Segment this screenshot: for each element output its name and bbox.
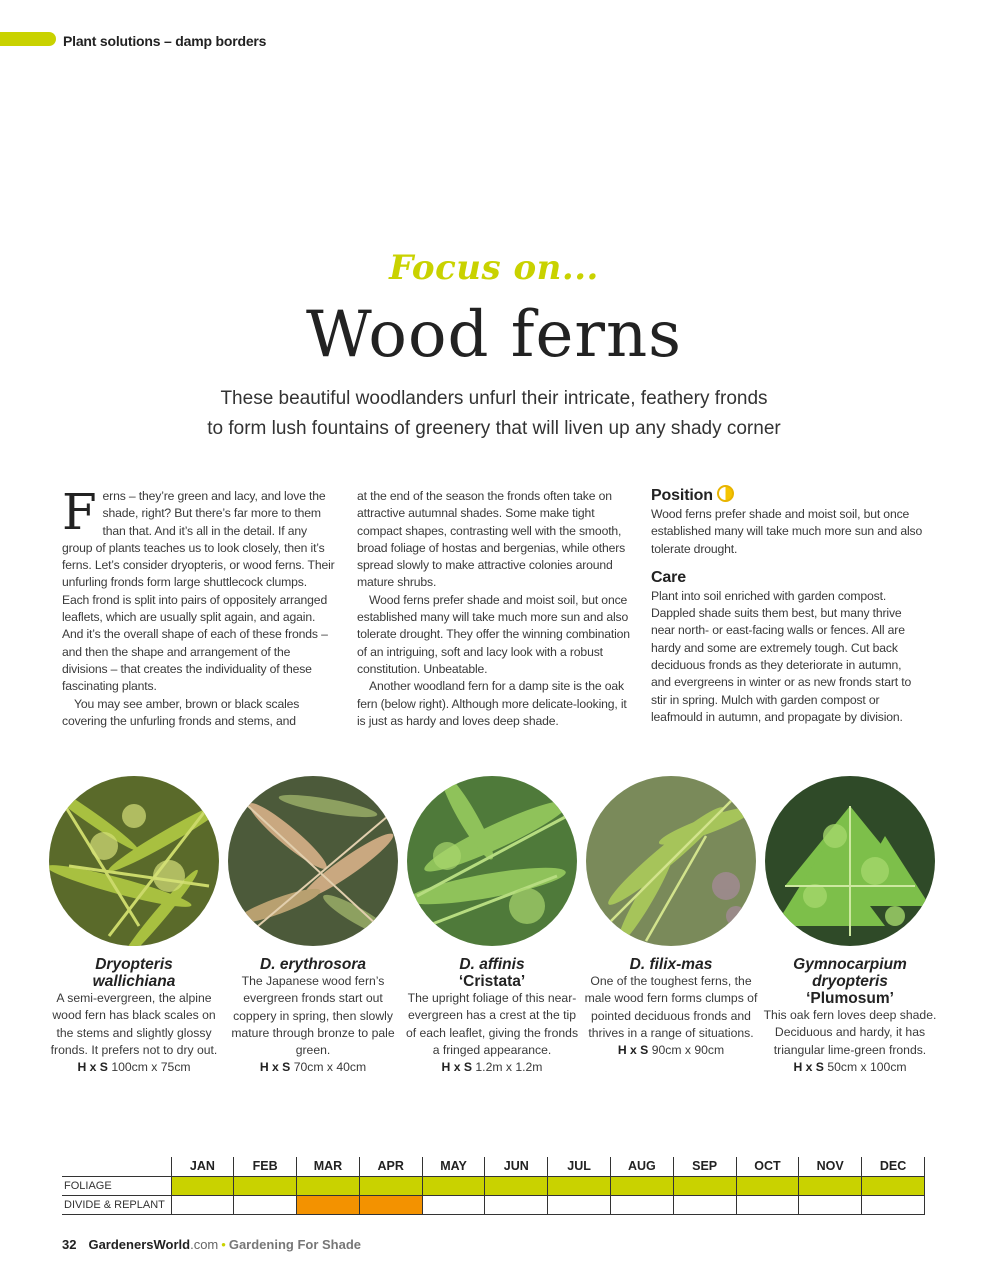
standfirst-line-2: to form lush fountains of greenery that will liven up any shady corner xyxy=(207,418,781,439)
plant-name-line: D. affinis xyxy=(459,956,525,973)
calendar-row-divide xyxy=(62,1195,925,1214)
plant-name xyxy=(760,956,940,1007)
calendar-cell xyxy=(610,1195,673,1214)
info-column xyxy=(651,488,923,726)
calendar-row-foliage xyxy=(62,1176,925,1195)
calendar-corner xyxy=(62,1157,171,1176)
calendar-cell xyxy=(736,1195,799,1214)
calendar-cell xyxy=(171,1195,234,1214)
size-label: H x S xyxy=(259,1060,291,1075)
calendar-cell xyxy=(234,1176,297,1195)
plant-size xyxy=(44,1059,224,1076)
calendar-header-row xyxy=(62,1157,925,1176)
calendar-cell xyxy=(799,1176,862,1195)
calendar-row-label: FOLIAGE xyxy=(62,1176,171,1195)
paragraph: Another woodland fern for a damp site is the oak fern (below right). Although more delicate-looking, it is just as hardy and loves deep shade. xyxy=(357,679,627,728)
plant-photo-4 xyxy=(586,776,756,946)
month-header: NOV xyxy=(799,1157,862,1176)
plant-name-line: wallichiana xyxy=(92,973,176,990)
page-number: 32 xyxy=(62,1237,77,1252)
plant-caption-2 xyxy=(223,956,403,1077)
calendar-cell xyxy=(422,1195,485,1214)
plant-photo-5 xyxy=(765,776,935,946)
calendar-cell xyxy=(862,1176,925,1195)
calendar-cell xyxy=(548,1176,611,1195)
size-label: H x S xyxy=(617,1043,649,1058)
part-shade-icon xyxy=(717,485,734,502)
calendar-cell xyxy=(234,1195,297,1214)
calendar-cell xyxy=(673,1176,736,1195)
plant-cultivar: ‘Cristata’ xyxy=(458,973,526,990)
plant-photo-1 xyxy=(49,776,219,946)
kicker: Focus on... xyxy=(389,248,599,288)
plant-caption-5 xyxy=(760,956,940,1076)
calendar-cell xyxy=(736,1176,799,1195)
position-heading-text: Position xyxy=(651,487,713,504)
paragraph-text: erns – they’re green and lacy, and love the shade, right? But there’s far more to them than that. And it’s all in the detail. If any group of plants teaches us to look closely, then it’s ferns. Let’s consider dryopteris, or wood ferns. Their unfurling fronds form large shuttlecock clumps. Each frond is split into pairs of oppositely arranged leaflets, which are usually split again, and again. And it’s the overall shape of each of these fronds – and then the shape and arrangement of the divisions – that creates the individuality of these fascinating plants. xyxy=(62,489,335,694)
plant-description: The upright foliage of this near-evergreen has a crest at the tip of each leaflet, giving the fronds a fringed appearance. xyxy=(405,991,579,1057)
plant-caption-3 xyxy=(402,956,582,1076)
size-value: 100cm x 75cm xyxy=(111,1060,191,1075)
plant-caption-4 xyxy=(581,956,761,1059)
size-value: 70cm x 40cm xyxy=(293,1060,367,1075)
month-header: APR xyxy=(359,1157,422,1176)
plant-photo-2 xyxy=(228,776,398,946)
plant-photo-3 xyxy=(407,776,577,946)
section-tab xyxy=(0,32,56,46)
calendar-cell xyxy=(359,1195,422,1214)
plant-name: D. filix-mas xyxy=(629,956,713,973)
calendar-cell xyxy=(548,1195,611,1214)
month-header: SEP xyxy=(673,1157,736,1176)
footer xyxy=(62,1237,361,1252)
plant-name-line: dryopteris xyxy=(812,973,888,990)
page-title: Wood ferns xyxy=(305,298,683,372)
size-value: 1.2m x 1.2m xyxy=(475,1060,543,1075)
standfirst-line-1: These beautiful woodlanders unfurl their intricate, feathery fronds xyxy=(220,388,768,409)
care-text: Plant into soil enriched with garden compost. Dappled shade suits them best, but many thrive near north- or east-facing walls or fences. All are hardy and some are extremely tough. Cut back deciduous fronds as they deteriorate in autumn, and evergreens in winter or as new fronds start to stir in spring. Mulch with garden compost or leafmould in autumn, and propagate by division. xyxy=(651,588,912,724)
standfirst xyxy=(0,384,988,444)
calendar-cell xyxy=(359,1176,422,1195)
month-header: FEB xyxy=(234,1157,297,1176)
calendar-cell xyxy=(422,1176,485,1195)
site-name: GardenersWorld xyxy=(88,1237,191,1252)
magazine-name: Gardening For Shade xyxy=(228,1237,362,1252)
month-header: JUL xyxy=(548,1157,611,1176)
calendar-cell xyxy=(862,1195,925,1214)
size-value: 90cm x 90cm xyxy=(651,1043,725,1058)
month-header: MAR xyxy=(297,1157,360,1176)
plant-cultivar: ‘Plumosum’ xyxy=(806,990,894,1007)
site-tld: .com xyxy=(190,1237,219,1252)
calendar-cell xyxy=(799,1195,862,1214)
month-header: JUN xyxy=(485,1157,548,1176)
calendar-cell xyxy=(673,1195,736,1214)
care-heading: Care xyxy=(651,568,686,586)
season-calendar xyxy=(62,1157,925,1215)
plant-description: This oak fern loves deep shade. Deciduous and hardy, it has triangular lime-green fronds. xyxy=(763,1008,937,1057)
plant-name-line: Gymnocarpium xyxy=(793,956,907,973)
calendar-cell xyxy=(610,1176,673,1195)
paragraph: Wood ferns prefer shade and moist soil, but once established many will take much more sun and also tolerate drought. They offer the winning combination of an intriguing, soft and lacy look with a robust constitution. Unbeatable. xyxy=(357,592,630,676)
plant-description: The Japanese wood fern’s evergreen fronds start out coppery in spring, then slowly mature through bronze to pale green. xyxy=(231,974,395,1058)
plant-size xyxy=(581,1042,761,1059)
calendar-cell xyxy=(171,1176,234,1195)
calendar-cell xyxy=(297,1176,360,1195)
plant-caption-1 xyxy=(44,956,224,1076)
plant-description: One of the toughest ferns, the male wood fern forms clumps of pointed deciduous fronds and thrives in a range of situations. xyxy=(584,974,758,1040)
calendar-cell xyxy=(485,1195,548,1214)
plant-size xyxy=(760,1059,940,1076)
calendar-cell xyxy=(485,1176,548,1195)
footer-separator: • xyxy=(221,1237,226,1252)
size-label: H x S xyxy=(793,1059,824,1074)
paragraph xyxy=(62,483,337,696)
plant-description: A semi-evergreen, the alpine wood fern has black scales on the stems and slightly glossy fronds. It prefers not to dry out. xyxy=(50,991,218,1057)
plant-name xyxy=(402,956,582,990)
calendar-row-label: DIVIDE & REPLANT xyxy=(62,1195,171,1214)
paragraph: at the end of the season the fronds often take on attractive autumnal shades. Some make tight compact shapes, contrasting well with the smooth, broad foliage of hostas and bergenias, while others spread slowly to make attractive colonies around mature shrubs. xyxy=(357,489,626,590)
plant-name-line: Dryopteris xyxy=(95,956,173,973)
plant-name: D. erythrosora xyxy=(260,956,366,973)
calendar-cell xyxy=(297,1195,360,1214)
body-column-1 xyxy=(62,483,337,730)
month-header: AUG xyxy=(610,1157,673,1176)
month-header: OCT xyxy=(736,1157,799,1176)
position-heading xyxy=(651,485,923,506)
position-text: Wood ferns prefer shade and moist soil, but once established many will take much more sun and also tolerate drought. xyxy=(651,507,923,556)
size-label: H x S xyxy=(77,1060,108,1075)
plant-size xyxy=(223,1059,403,1076)
size-label: H x S xyxy=(441,1060,473,1075)
plant-size xyxy=(402,1059,582,1076)
drop-cap: F xyxy=(62,483,97,541)
body-column-2 xyxy=(357,488,632,730)
paragraph: You may see amber, brown or black scales covering the unfurling fronds and stems, and xyxy=(62,696,300,728)
month-header: DEC xyxy=(862,1157,925,1176)
month-header: JAN xyxy=(171,1157,234,1176)
size-value: 50cm x 100cm xyxy=(827,1059,907,1074)
section-label: Plant solutions – damp borders xyxy=(63,33,267,49)
plant-name xyxy=(44,956,224,990)
month-header: MAY xyxy=(422,1157,485,1176)
